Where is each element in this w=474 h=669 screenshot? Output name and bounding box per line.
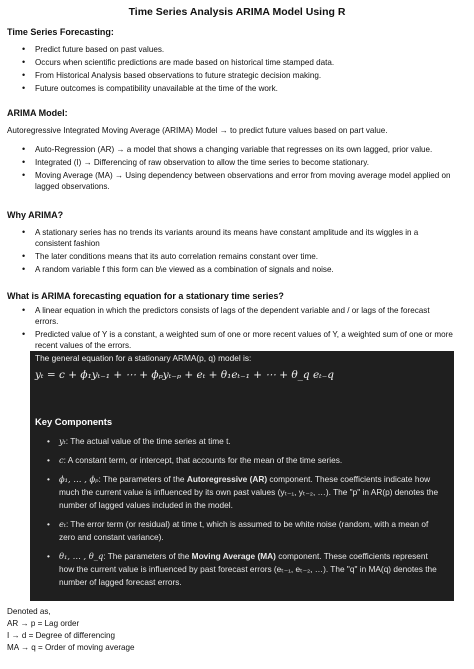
- component-text: : The parameters of the: [103, 551, 192, 561]
- equation-list: [0, 305, 455, 351]
- component-bold-term: Moving Average (MA): [191, 551, 276, 561]
- list-item: • The later conditions means that its auto correlation remains constant over time.: [0, 251, 455, 262]
- heading-arima-model: ARIMA Model:: [7, 108, 68, 118]
- component-item: [30, 454, 439, 467]
- list-item: • Predict future based on past values.: [0, 44, 455, 55]
- arma-intro-text: The general equation for a stationary ARMA(p, q) model is:: [35, 353, 252, 363]
- heading-forecasting: Time Series Forecasting:: [7, 27, 114, 37]
- heading-equation-section: What is ARIMA forecasting equation for a stationary time series?: [7, 291, 284, 301]
- heading-why-arima: Why ARIMA?: [7, 210, 64, 220]
- component-symbol: eₜ: [59, 519, 66, 529]
- component-text: component. These coefficients indicate how much the current value is influenced by its own past values (yₜ₋₁, yₜ₋₂, …). The "p" in AR(p) denotes the number of lagged values included in the model.: [59, 474, 439, 510]
- arma-equation-panel: [30, 351, 454, 601]
- component-bold-term: Autoregressive (AR): [186, 474, 268, 484]
- list-item: • Moving Average (MA) → Using dependency between observations and error from moving average model applied on lagged observations.: [0, 170, 455, 192]
- arima-intro: Autoregressive Integrated Moving Average (ARIMA) Model → to predict future values based on part value.: [7, 126, 388, 135]
- component-text: : A constant term, or intercept, that accounts for the mean of the time series.: [63, 455, 343, 465]
- arma-equation: yₜ = c + ϕ₁yₜ₋₁ + ⋯ + ϕₚyₜ₋ₚ + eₜ + θ₁eₜ₋₁ + ⋯ + θ_q eₜ₋q: [35, 369, 335, 381]
- arima-list: [0, 144, 455, 192]
- list-item: • Auto-Regression (AR) → a model that shows a changing variable that regresses on its own lagged, prior value.: [0, 144, 455, 155]
- component-item: [30, 550, 439, 589]
- list-item: • A linear equation in which the predictors consists of lags of the dependent variable and / or lags of the forecast errors.: [0, 305, 455, 327]
- forecasting-list: [0, 44, 455, 94]
- denoted-line-ar: AR → p = Lag order: [7, 619, 80, 628]
- why-arima-list: [0, 227, 455, 275]
- component-item: [30, 473, 439, 512]
- component-symbol: c: [59, 455, 64, 465]
- component-text: : The actual value of the time series at time t.: [65, 436, 231, 446]
- component-item: [30, 518, 439, 544]
- component-item: [30, 435, 439, 448]
- denoted-label: Denoted as,: [7, 607, 51, 616]
- list-item: • A random variable f this form can b\e viewed as a combination of signals and noise.: [0, 264, 455, 275]
- list-item: • Occurs when scientific predictions are made based on historical time stamped data.: [0, 57, 455, 68]
- component-text: : The parameters of the: [98, 474, 187, 484]
- key-components-heading: Key Components: [35, 416, 113, 427]
- denoted-line-ma: MA → q = Order of moving average: [7, 643, 135, 652]
- component-text: component. These coefficients represent how the current value is influenced by past forecast errors (eₜ₋₁, eₜ₋₂, …). The "q" in MA(q) denotes the number of lagged forecast errors.: [59, 551, 437, 587]
- list-item: • From Historical Analysis based observations to future strategic decision making.: [0, 70, 455, 81]
- list-item: • Integrated (I) → Differencing of raw observation to allow the time series to become stationary.: [0, 157, 455, 168]
- list-item: • Future outcomes is compatibility unavailable at the time of the work.: [0, 83, 455, 94]
- key-components-list: [30, 435, 439, 595]
- list-item: • Predicted value of Y is a constant, a weighted sum of one or more recent values of Y, a weighted sum of one or more recent values of the errors.: [0, 329, 455, 351]
- denoted-line-i: I → d = Degree of differencing: [7, 631, 116, 640]
- page-title: Time Series Analysis ARIMA Model Using R: [128, 6, 346, 18]
- list-item: • A stationary series has no trends its variants around its means have constant amplitude and its wiggles in a consistent fashion: [0, 227, 455, 249]
- component-symbol: yₜ: [59, 436, 66, 446]
- component-symbol: θ₁, … , θ_q: [59, 551, 104, 561]
- component-text: : The error term (or residual) at time t, which is assumed to be white noise (random, with a mean of zero and constant variance).: [59, 519, 429, 542]
- component-symbol: ϕ₁, … , ϕₚ: [59, 474, 99, 484]
